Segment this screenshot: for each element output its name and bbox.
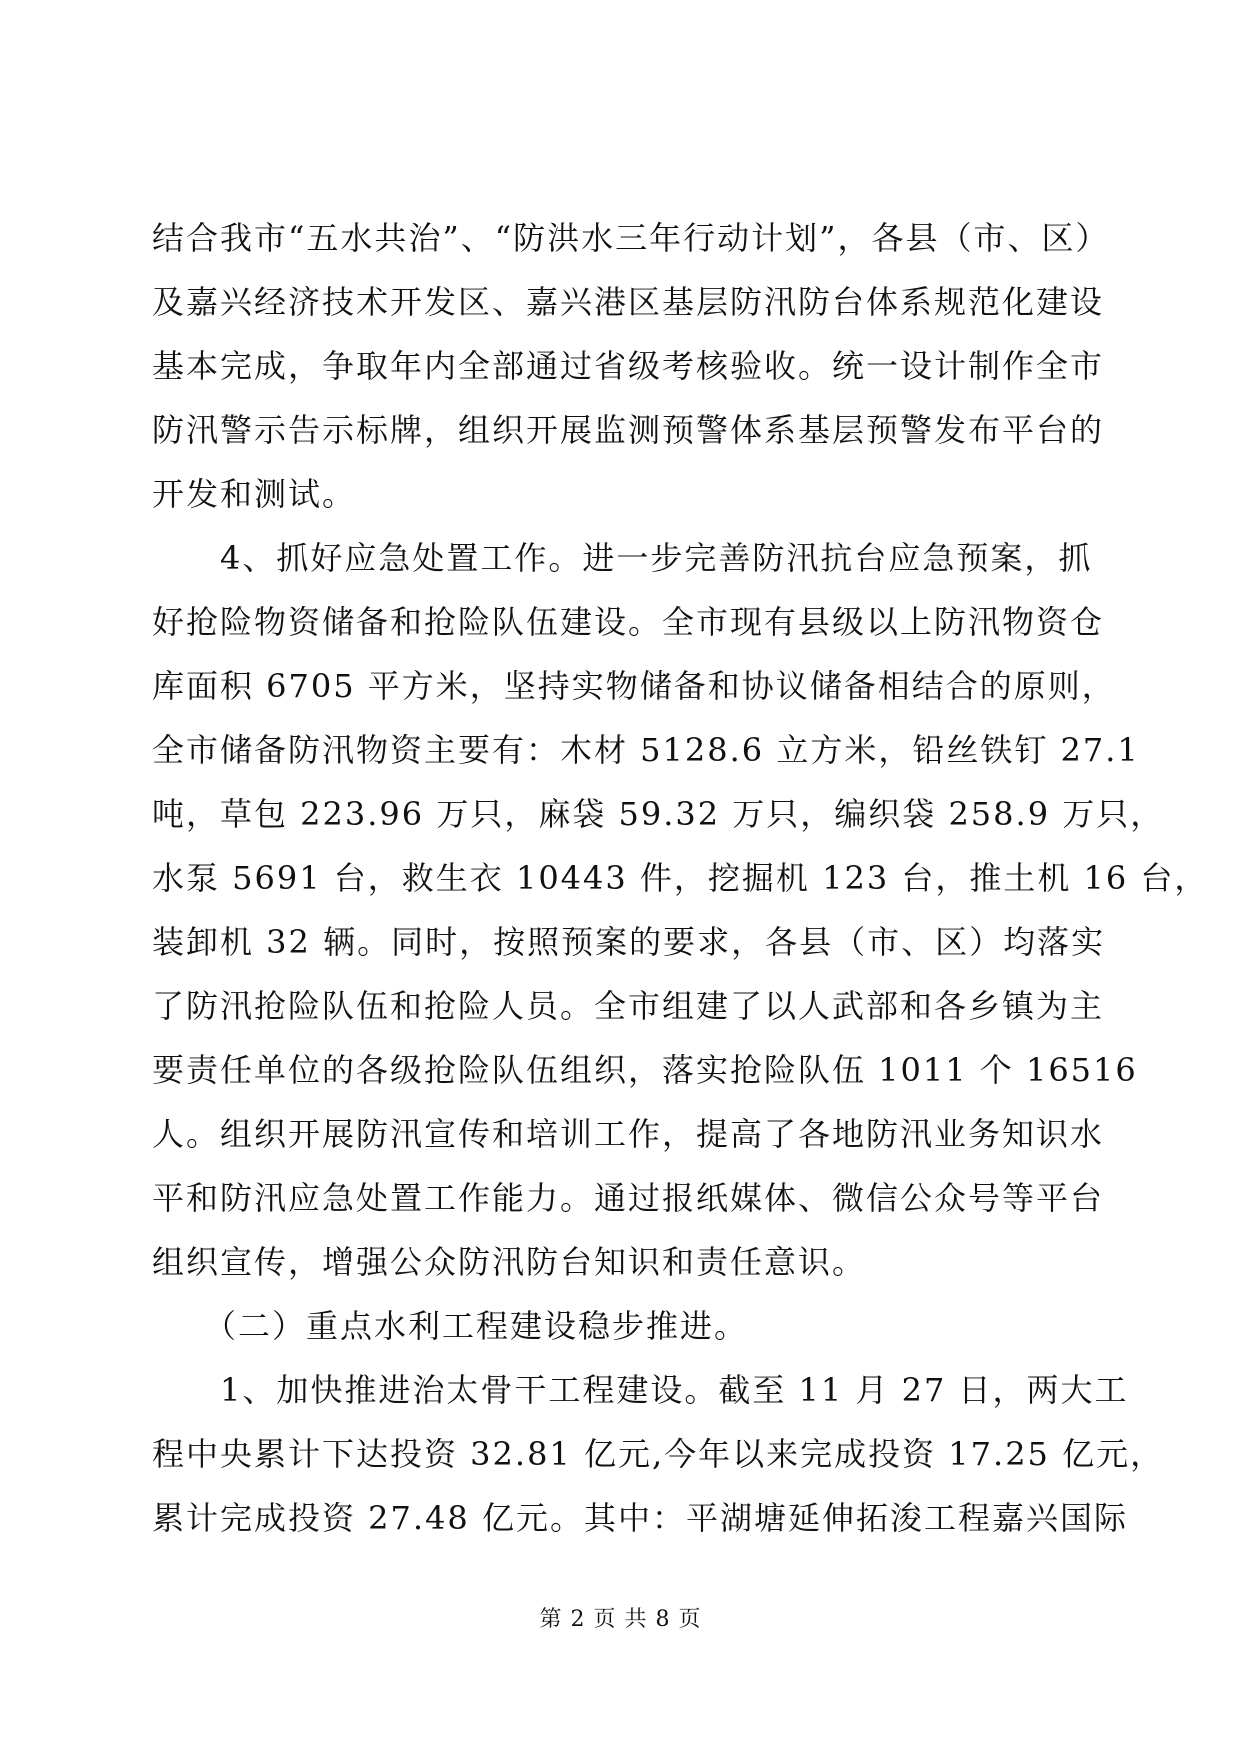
text-line: 累计完成投资 27.48 亿元。其中：平湖塘延伸拓浚工程嘉兴国际 bbox=[152, 1499, 1128, 1537]
text-line: 要责任单位的各级抢险队伍组织，落实抢险队伍 1011 个 16516 bbox=[152, 1051, 1138, 1089]
text-line: 基本完成，争取年内全部通过省级考核验收。统一设计制作全市 bbox=[152, 347, 1105, 385]
text-line: 组织宣传，增强公众防汛防台知识和责任意识。 bbox=[152, 1243, 867, 1281]
text-line: 库面积 6705 平方米，坚持实物储备和协议储备相结合的原则， bbox=[152, 667, 1116, 705]
text-line: 4、抓好应急处置工作。进一步完善防汛抗台应急预案，抓 bbox=[152, 539, 1093, 577]
text-line: 水泵 5691 台，救生衣 10443 件，挖掘机 123 台，推土机 16 台， bbox=[152, 859, 1209, 897]
text-line: 1、加快推进治太骨干工程建设。截至 11 月 27 日，两大工 bbox=[152, 1371, 1129, 1409]
text-line: 结合我市“五水共治”、“防洪水三年行动计划”，各县（市、区） bbox=[152, 219, 1110, 257]
page-footer bbox=[0, 1605, 1241, 1635]
text-line: 程中央累计下达投资 32.81 亿元,今年以来完成投资 17.25 亿元， bbox=[152, 1435, 1165, 1473]
text-line: 好抢险物资储备和抢险队伍建设。全市现有县级以上防汛物资仓 bbox=[152, 603, 1105, 641]
text-line: 及嘉兴经济技术开发区、嘉兴港区基层防汛防台体系规范化建设 bbox=[152, 283, 1105, 321]
text-line: 防汛警示告示标牌，组织开展监测预警体系基层预警发布平台的 bbox=[152, 411, 1105, 449]
text-line: 吨，草包 223.96 万只，麻袋 59.32 万只，编织袋 258.9 万只， bbox=[152, 795, 1165, 833]
text-line: 了防汛抢险队伍和抢险人员。全市组建了以人武部和各乡镇为主 bbox=[152, 987, 1105, 1025]
document-body bbox=[152, 206, 1209, 1550]
text-line: 全市储备防汛物资主要有：木材 5128.6 立方米，铅丝铁钉 27.1 bbox=[152, 731, 1140, 769]
text-line: 平和防汛应急处置工作能力。通过报纸媒体、微信公众号等平台 bbox=[152, 1179, 1105, 1217]
text-line: 开发和测试。 bbox=[152, 475, 357, 513]
page-number: 第 2 页 共 8 页 bbox=[539, 1607, 702, 1632]
text-line: 人。组织开展防汛宣传和培训工作，提高了各地防汛业务知识水 bbox=[152, 1115, 1105, 1153]
text-line: 装卸机 32 辆。同时，按照预案的要求，各县（市、区）均落实 bbox=[152, 923, 1106, 961]
section-heading: （二）重点水利工程建设稳步推进。 bbox=[152, 1307, 749, 1345]
